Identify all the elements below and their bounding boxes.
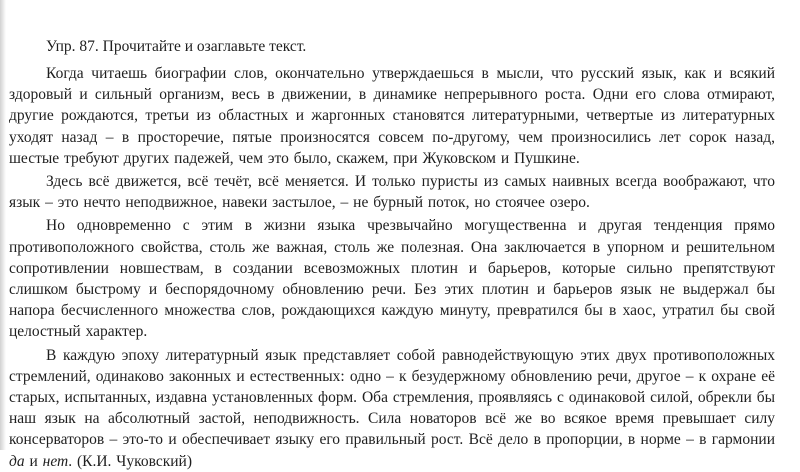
paragraph-4-italic-net: нет <box>42 452 69 470</box>
paragraph-4-text: В каждую эпоху литературный язык представляет собой равнодействующую этих двух противоположных стремлений, одинаково законных и естественных: одно – к безудержному обновлению речи, другое – к охране её старых, испытанных, издавна установленных форм. Оба стремления, проявляясь с одинаковой силой, обрекли бы наш язык на абсолютный застой, неподвижность. Сила новаторов всё же во всякое время превышает силу консерваторов – это-то и обеспечивает языку его правильный рост. Всё дело в пропорции, в норме – в гармонии <box>9 346 775 449</box>
exercise-title: Упр. 87. Прочитайте и озаглавьте текст. <box>46 38 307 55</box>
paragraph-4-italic-da: да <box>9 452 25 470</box>
paragraph-4 <box>9 345 775 472</box>
paragraph-2: Здесь всё движется, всё течёт, всё меняется. И только пуристы из самых наивных всегда воображают, что язык – это нечто неподвижное, навеки застылое, – не бурный поток, но стоячее озеро. <box>9 173 775 212</box>
left-edge-shadow <box>0 0 6 450</box>
paragraph-1: Когда читаешь биографии слов, окончательно утверждаешься в мысли, что русский язык, как и всякий здоровый и сильный организм, весь в движении, в динамике непрерывного роста. Одни его слова отмирают, другие рождаются, третьи из областных и жаргонных становятся литературными, четвертые из литературных уходят назад – в просторечие, пятые произносятся совсем по-другому, чем произносились лет сорок назад, шестые требуют других падежей, чем это было, скажем, при Жуковском и Пушкине. <box>9 65 775 167</box>
paragraph-4-conjunction: и <box>24 452 43 470</box>
paragraph-4-author-attribution: . (К.И. Чуковский) <box>68 452 192 470</box>
paragraph-3: Но одновременно с этим в жизни языка чрезвычайно могущественна и другая тенденция прямо противоположного свойства, столь же важная, столь же полезная. Она заключается в упорном и решительном сопротивлении новшествам, в создании всевозможных плотин и барьеров, которые сильно препятствуют слишком быстрому и беспорядочному обновлению речи. Без этих плотин и барьеров язык не выдержал бы напора бесчисленного множества слов, рождающихся каждую минуту, превратился бы в хаос, утратил бы свой целостный характер. <box>9 217 775 341</box>
